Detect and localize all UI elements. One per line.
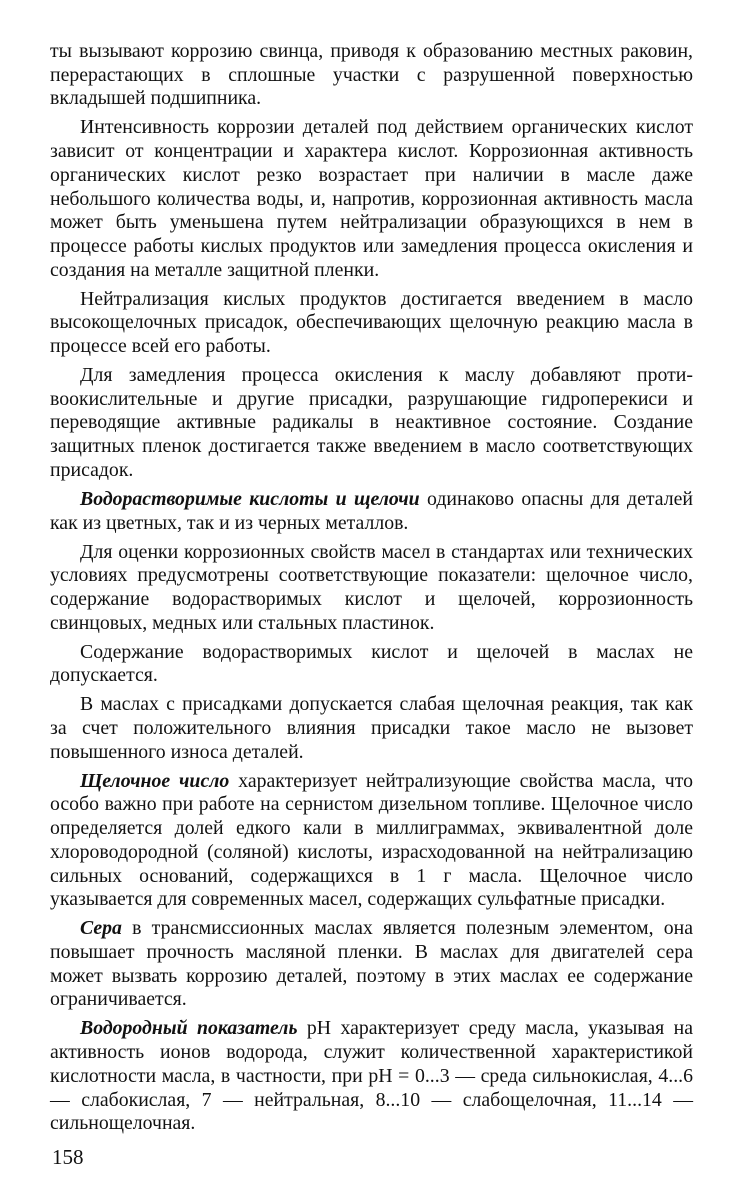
paragraph-text: характеризует нейтрализующие свойства масла, что особо важно при работе на сернистом дизельном топливе. Щелочное число определяется долей едкого кали в миллиграммах, эквивалентной доле хлороводородной (соляной) кислоты, израсходованной на нейтрализацию сильных оснований, содержащихся в 1 г масла. Щелочное число указывается для современных масел, содержащих сульфатные присадки. (50, 769, 693, 911)
paragraph-text: Для замедления процесса окисления к маслу добавляют противоокислительные и другие присадки, разрушающие гидроперекиси и переводящие активные радикалы в неактивное состояние. Создание защитных пленок достигается также введением в масло соответствующих присадок. (50, 364, 693, 481)
term-heading: Водородный показатель (80, 1017, 298, 1040)
term-heading: Щелочное число (80, 769, 230, 792)
paragraph-text: Интенсивность коррозии деталей под действием органических кислот зависит от концентрации и характера кислот. Коррозионная активность органических кислот резко возрастает при наличии в масле даже небольшого количества воды, и, напротив, коррозионная активность масла может быть уменьшена путем нейтрализации образующихся в нем в процессе работы кислых продуктов или замедления процесса окисления и создания на металле защитной пленки. (50, 116, 693, 281)
paragraph (50, 364, 693, 483)
page-number: 158 (52, 1145, 84, 1169)
paragraph-text: В маслах с присадками допускается слабая щелочная реакция, так как за счет положительного влияния присадки такое масло не вызовет повышенного износа деталей. (50, 693, 693, 763)
term-heading: Сера (80, 917, 122, 940)
paragraph (50, 1017, 693, 1136)
paragraph (50, 770, 693, 912)
paragraph (50, 288, 693, 359)
paragraph-text: pH характеризует среду масла, указывая на активность ионов водорода, служит количественной характеристикой кислотности масла, в частности, при pH = 0...3 — среда сильнокислая, 4...6 — слабокислая, 7 — нейтральная, 8...10 — слабощелочная, 11...14 — сильнощелочная. (50, 1017, 693, 1135)
paragraph-text: одинаково опасны для деталей как из цветных, так и из черных металлов. (50, 487, 693, 534)
paragraph (50, 116, 693, 282)
paragraph-text: в трансмиссионных маслах является полезным элементом, она повышает прочность масляной пленки. В маслах для двигателей сера может вызвать коррозию деталей, поэтому в этих маслах ее содержание ограничивается. (50, 917, 693, 1011)
paragraph (50, 641, 693, 688)
paragraph-text: Содержание водорастворимых кислот и щелочей в маслах не допускается. (50, 640, 693, 687)
page-body (50, 40, 693, 1141)
paragraph (50, 917, 693, 1012)
paragraph (50, 40, 693, 111)
term-heading: Водорастворимые кислоты и щелочи (80, 487, 420, 510)
paragraph (50, 541, 693, 636)
paragraph-text: ты вызывают коррозию свинца, приводя к образованию местных раковин, перерастающих в сплошные участки с разрушенной поверхностью вкладышей подшипника. (50, 40, 693, 110)
paragraph (50, 693, 693, 764)
paragraph-text: Нейтрализация кислых продуктов достигается введением в масло высокощелочных присадок, обеспечивающих щелочную реакцию масла в процессе всей его работы. (50, 287, 693, 358)
paragraph (50, 488, 693, 535)
paragraph-text: Для оценки коррозионных свойств масел в стандартах или технических условиях предусмотрены соответствующие показатели: щелочное число, содержание водорастворимых кислот и щелочей, коррозионность свинцовых, медных или стальных пластинок. (50, 540, 693, 634)
